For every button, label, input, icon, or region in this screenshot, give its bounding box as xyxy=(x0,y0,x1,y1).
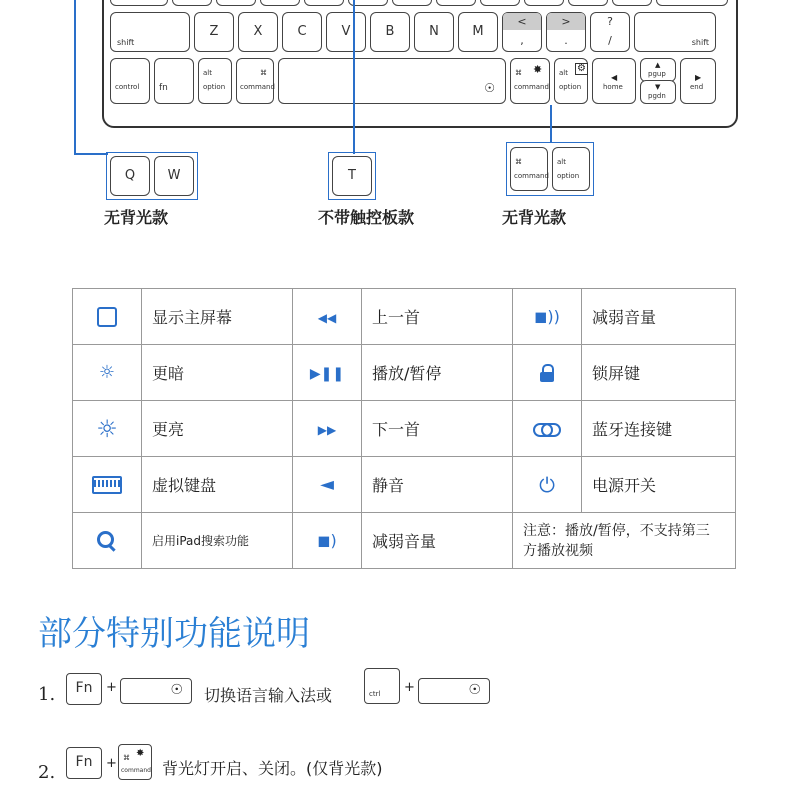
key-shift-left xyxy=(110,12,190,52)
table-cell-label: 上一首 xyxy=(362,289,513,345)
fn-label: Fn xyxy=(75,680,93,696)
alt-label: alt xyxy=(203,69,212,77)
globe-icon: ☉ xyxy=(484,81,495,95)
key-bottom-symbol: / xyxy=(608,34,612,47)
callout-line xyxy=(74,153,108,155)
key-q xyxy=(110,156,150,196)
home-square-icon xyxy=(73,289,142,345)
key-letter: T xyxy=(348,168,356,183)
key-partial xyxy=(656,0,728,6)
screenshot-icon: ⚙ xyxy=(577,63,586,74)
key-ctrl-sample xyxy=(364,668,400,704)
table-cell-label: 静音 xyxy=(362,457,513,513)
caption-no-backlight-1: 无背光款 xyxy=(104,208,169,227)
key-fn xyxy=(154,58,194,104)
note-playback: 注意：播放/暂停，不支持第三方播放视频 xyxy=(513,513,736,569)
table-cell-label: 减弱音量 xyxy=(362,513,513,569)
power-icon: ⏻ xyxy=(513,457,582,513)
table-row xyxy=(73,345,736,401)
key-pgdn xyxy=(640,80,676,104)
table-row xyxy=(73,289,736,345)
fn-label: Fn xyxy=(75,754,93,770)
table-cell-label: 播放/暂停 xyxy=(362,345,513,401)
alt-label: alt xyxy=(557,158,566,166)
ctrl-label: ctrl xyxy=(369,690,381,698)
volume-icon: ◼) xyxy=(293,513,362,569)
key-partial xyxy=(612,0,652,6)
key-z xyxy=(194,12,234,52)
caption-no-backlight-2: 无背光款 xyxy=(502,208,567,227)
table-cell-label: 更亮 xyxy=(142,401,293,457)
fn-label: fn xyxy=(159,83,168,93)
key-partial xyxy=(260,0,300,6)
play-pause-icon: ▶❚❚ xyxy=(293,345,362,401)
shift-label: shift xyxy=(117,38,135,47)
volume-down-icon: ◼)) xyxy=(513,289,582,345)
key-t xyxy=(332,156,372,196)
key-letter: N xyxy=(429,24,439,39)
key-command-left xyxy=(236,58,274,104)
table-cell-label: 电源开关 xyxy=(582,457,736,513)
table-row xyxy=(73,457,736,513)
key-command-right xyxy=(510,58,550,104)
command-label: command xyxy=(514,172,549,180)
key-letter: X xyxy=(253,24,263,39)
key-period xyxy=(546,12,586,52)
key-m xyxy=(458,12,498,52)
key-partial xyxy=(216,0,256,6)
key-b xyxy=(370,12,410,52)
table-cell-label: 蓝牙连接键 xyxy=(582,401,736,457)
key-option-left xyxy=(198,58,232,104)
key-letter: W xyxy=(167,168,181,183)
item-number: 2. xyxy=(38,762,56,783)
key-letter: B xyxy=(385,24,395,39)
command-symbol: ⌘ xyxy=(123,754,130,762)
key-shift-right xyxy=(634,12,716,52)
callout-line xyxy=(74,0,76,154)
key-pgup xyxy=(640,58,676,82)
control-label: control xyxy=(115,83,140,91)
option-label: option xyxy=(557,172,580,180)
callout-line xyxy=(550,105,552,143)
key-comma xyxy=(502,12,542,52)
function-key-table xyxy=(72,288,736,569)
key-w xyxy=(154,156,194,196)
key-option-sample xyxy=(552,147,590,191)
key-command-sample xyxy=(510,147,548,191)
pgdn-label: pgdn xyxy=(648,92,666,100)
search-icon xyxy=(73,513,142,569)
key-partial xyxy=(110,0,168,6)
fast-forward-icon: ▶▶ xyxy=(293,401,362,457)
command-symbol: ⌘ xyxy=(515,158,522,166)
key-partial xyxy=(568,0,608,6)
bluetooth-link-icon xyxy=(513,401,582,457)
table-row xyxy=(73,513,736,569)
table-cell-label: 启用iPad搜索功能 xyxy=(142,513,293,569)
item-description: 背光灯开启、关闭。(仅背光款) xyxy=(162,759,383,778)
arrow-up-icon: ▲ xyxy=(655,61,661,69)
brightness-low-icon: ☼ xyxy=(73,345,142,401)
key-spacebar xyxy=(278,58,506,104)
key-letter: C xyxy=(297,24,307,39)
key-partial xyxy=(524,0,564,6)
home-label: home xyxy=(603,83,623,91)
end-label: end xyxy=(690,83,704,91)
key-letter: Q xyxy=(124,168,136,183)
virtual-keyboard-icon xyxy=(73,457,142,513)
key-letter: M xyxy=(472,24,484,39)
table-cell-label: 更暗 xyxy=(142,345,293,401)
mute-icon: ◄ xyxy=(293,457,362,513)
rewind-icon: ◀◀ xyxy=(293,289,362,345)
globe-icon: ☉ xyxy=(468,682,481,698)
command-label: command xyxy=(514,83,549,91)
caption-no-touchpad: 不带触控板款 xyxy=(318,208,415,227)
key-c xyxy=(282,12,322,52)
command-label: command xyxy=(240,83,275,91)
plus-sign: + xyxy=(106,756,117,771)
key-globe-sample xyxy=(120,678,192,704)
key-partial xyxy=(436,0,476,6)
arrow-down-icon: ▼ xyxy=(655,83,661,91)
key-end xyxy=(680,58,716,104)
arrow-left-icon: ◀ xyxy=(611,73,618,82)
key-v xyxy=(326,12,366,52)
key-globe-sample xyxy=(418,678,490,704)
key-control xyxy=(110,58,150,104)
table-row xyxy=(73,401,736,457)
command-symbol: ⌘ xyxy=(260,69,267,77)
key-n xyxy=(414,12,454,52)
key-top-symbol: > xyxy=(561,15,571,28)
key-x xyxy=(238,12,278,52)
key-fn-sample xyxy=(66,747,102,779)
alt-label: alt xyxy=(559,69,568,77)
key-partial xyxy=(304,0,344,6)
key-bottom-symbol: , xyxy=(520,34,524,47)
key-fn-sample xyxy=(66,673,102,705)
plus-sign: + xyxy=(404,680,415,695)
plus-sign: + xyxy=(106,680,117,695)
command-label: command xyxy=(121,767,151,774)
globe-icon: ☉ xyxy=(170,682,183,698)
key-partial xyxy=(480,0,520,6)
item-description: 切换语言输入法或 xyxy=(204,686,333,705)
key-partial xyxy=(172,0,212,6)
table-cell-label: 锁屏键 xyxy=(582,345,736,401)
table-cell-label: 减弱音量 xyxy=(582,289,736,345)
backlight-icon: ✸ xyxy=(136,748,145,759)
item-number: 1. xyxy=(38,684,56,705)
key-letter: Z xyxy=(209,24,219,39)
option-label: option xyxy=(203,83,226,91)
key-bottom-symbol: . xyxy=(564,34,568,47)
section-heading: 部分特别功能说明 xyxy=(38,614,310,654)
lock-icon xyxy=(513,345,582,401)
key-top-symbol: < xyxy=(517,15,527,28)
key-letter: V xyxy=(341,24,351,39)
callout-line xyxy=(353,0,355,154)
table-cell-label: 下一首 xyxy=(362,401,513,457)
key-home xyxy=(592,58,636,104)
option-label: option xyxy=(559,83,582,91)
key-option-right xyxy=(554,58,588,104)
table-cell-label: 虚拟键盘 xyxy=(142,457,293,513)
arrow-right-icon: ▶ xyxy=(695,73,702,82)
key-slash xyxy=(590,12,630,52)
backlight-icon: ✸ xyxy=(533,63,543,76)
command-symbol: ⌘ xyxy=(515,69,522,77)
table-cell-label: 显示主屏幕 xyxy=(142,289,293,345)
key-top-symbol: ? xyxy=(607,15,613,28)
shift-label: shift xyxy=(691,38,709,47)
pgup-label: pgup xyxy=(648,70,666,78)
key-backlight-sample xyxy=(118,744,152,780)
brightness-high-icon: ☼ xyxy=(73,401,142,457)
key-partial xyxy=(392,0,432,6)
